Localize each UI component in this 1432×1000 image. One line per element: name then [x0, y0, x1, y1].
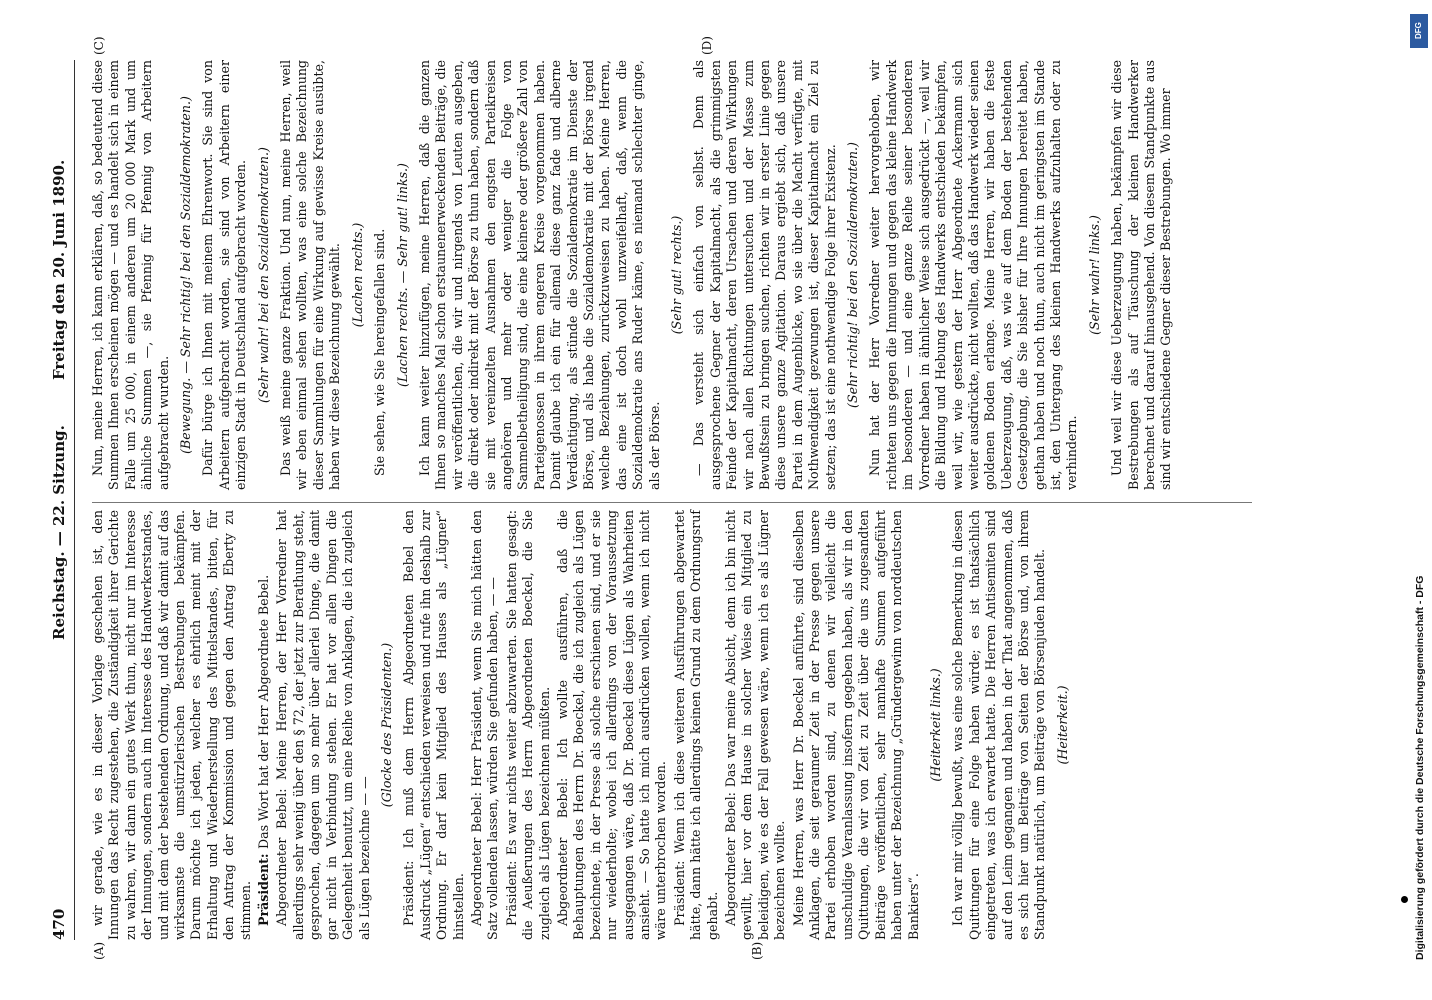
session-date: Freitag den 20. Juni 1890.	[50, 159, 68, 380]
right-column	[90, 60, 1177, 490]
interjection: (Lachen rechts.)	[349, 222, 365, 328]
digitization-credit	[1410, 20, 1426, 980]
scan-dot	[1401, 896, 1408, 903]
speaker-label: Präsident:	[256, 849, 272, 926]
body-paragraph: Nun, meine Herren, ich kann erklären, daß, so bedeutend diese Summen Ihnen erscheinen mögen — und es handelt sich in einem Falle um 25 000, in einem anderen um 20 000 Mark und um ähnliche Summen —, sie Pfennig für Pfennig von Arbeitern aufgebracht wurden.	[90, 60, 171, 490]
margin-marker-d: (D)	[700, 36, 714, 55]
body-paragraph: Ich war mir völlig bewußt, was eine solche Bemerkung in diesen Quittungen für eine Folge haben würde; es ist thatsächlich eingetreten, was ich erwartet hatte. Die Herren Antisemiten sind auf den Leim gegangen und haben in der That angenommen, daß es sich hier um Beiträge von Seiten der Börse und, von ihrem Standpunkt natürlich, um Beiträge von Börsenjuden handelt.	[950, 510, 1048, 940]
body-paragraph: — Das versteht sich einfach von selbst. Denn als ausgesprochene Gegner der Kapitalmacht, als die grimmigsten Feinde der Kapitalmacht, deren Ursachen und deren Wirkungen wir nach allen Richtungen untersuchen und der Masse zum Bewußtsein zu bringen suchen, richten wir in erster Linie gegen diese unsere ganze Agitation. Daraus ergiebt sich, daß unsere Partei in dem Augenblicke, wo sie über die Macht verfügte, mit Nothwendigkeit gezwungen ist, dieser Kapitalmacht ein Ziel zu setzen; das ist eine nothwendige Folge ihrer Existenz.	[691, 60, 838, 490]
page-number: 470	[50, 908, 68, 940]
running-head	[48, 60, 75, 940]
body-paragraph: Präsident: Wenn ich diese weiteren Ausführungen abgewartet hätte, dann hätte ich allerdings keinen Grund zu dem Ordnungsruf gehabt.	[671, 510, 720, 940]
body-paragraph: Abgeordneter Bebel: Meine Herren, der Herr Vorredner hat allerdings sehr wenig über den § 72, der jetzt zur Berathung steht, gesprochen, dagegen um so mehr über allerlei Dinge, die damit gar nicht in Verbindung stehen. Er hat vor allen Dingen die Gelegenheit benutzt, um eine Reihe von Anklagen, die ich zugleich als Lügen bezeichne — —	[274, 510, 372, 940]
margin-marker-c: (C)	[92, 36, 106, 55]
body-paragraph: Ich kann weiter hinzufügen, meine Herren, daß die ganzen Ihnen so manches Mal schon erstaunenerweckenden Beiträge, die wir veröffentlichen, die wir und nirgends von Leuten ausgeben, die direkt oder indirekt mit der Börse zu thun haben, sondern daß sie mit vereinzelten Ausnahmen den engsten Parteikreisen angehören und mehr oder weniger die Folge von Sammelbetheiligung sind, die eine kleinere oder größere Zahl von Parteigenossen in ihrem engeren Kreise vorgenommen haben. Damit glaube ich ein für allemal diese ganz fade und alberne Verdächtigung, als stünde die Sozialdemokratie im Dienste der Börse, und als habe die Sozialdemokratie mit der Börse irgend welche Beziehungen, zurückzuweisen zu haben. Meine Herren, das eine ist doch wohl unzweifelhaft, daß, wenn die Sozialdemokratie ans Ruder käme, es niemand schlechter ginge, als der Börse.	[416, 60, 662, 490]
interjection: (Sehr richtig! bei den Sozialdemokraten.)	[845, 142, 861, 408]
session-title: Reichstag. — 22. Sitzung.	[50, 425, 68, 640]
body-paragraph: Nun hat der Herr Vorredner weiter hervorgehoben, wir richteten uns gegen die Innungen und gegen das kleine Handwerk im besonderen — und eine ganze Reihe seiner besonderen Vorredner haben in ähnlicher Weise sich ausgedrückt —, weil wir die Bildung und Hebung des Handwerks entschieden bekämpfen, weil wir, wie gestern der Herr Abgeordnete Ackermann sich weiter ausdrückte, nicht wollten, daß das Handwerk wieder seinen goldenen Boden erlange. Meine Herren, wir haben die feste Ueberzeugung, daß, was wie auf dem Boden der bestehenden Gesetzgebung, die Sie bisher für Ihre Innungen bereitet haben, gethan haben und noch thun, auch nicht im geringsten im Stande ist, den Untergang des kleinen Handwerks aufzuhalten oder zu verhindern.	[867, 60, 1080, 490]
margin-marker-a: (A)	[92, 941, 106, 960]
body-paragraph: Abgeordneter Bebel: Herr Präsident, wenn Sie mich hätten den Satz vollenden lassen, würden Sie gefunden haben, — —	[468, 510, 501, 940]
interjection: (Heiterkeit.)	[1054, 685, 1070, 765]
interjection: (Sehr wahr! links.)	[1086, 215, 1102, 335]
body-paragraph: Sie sehen, wie Sie hereingefallen sind.	[372, 228, 388, 476]
dfg-logo: DFG	[1410, 14, 1428, 48]
interjection: (Heiterkeit links.)	[927, 668, 943, 782]
interjection: (Lachen rechts. — Sehr gut! links.)	[394, 163, 410, 387]
column-divider	[92, 502, 1252, 503]
credit-text: Digitalisierung gefördert durch die Deutsche Forschungsgemeinschaft - DFG	[1414, 575, 1426, 960]
margin-marker-b: (B)	[750, 941, 764, 960]
body-paragraph: wir gerade, wie es in dieser Vorlage geschehen ist, den Innungen das Recht zugestehen, die Zuständigkeit ihrer Gerichte zu wahren, wir dann ein gutes Werk thun, nicht nur im Interesse der Innungen, sondern auch im Interesse des Handwerkerstandes, und mit dem der bestehenden Ordnung, und daß wir damit auf das wirksamste die umstürzlerischen Bestrebungen bekämpfen. Darum möchte ich jeden, welcher es ehrlich meint mit der Erhaltung und Wiederherstellung des Mittelstandes, bitten, für den Antrag der Kommission und gegen den Antrag Eberty zu stimmen.	[90, 510, 253, 940]
body-paragraph: Abgeordneter Bebel: Das war meine Absicht, denn ich bin nicht gewillt, hier vor dem Hause in solcher Weise ein Mitglied zu beleidigen, wie es der Fall gewesen wäre, wenn ich es als Lügner bezeichnen wollte.	[723, 510, 788, 940]
body-paragraph: Das weiß meine ganze Fraktion. Und nun, meine Herren, weil wir eben einmal sehen wollten, was eine solche Bezeichnung dieser Sammlungen für eine Wirkung auf gewisse Kreise ausübte, haben wir diese Bezeichnung gewählt.	[278, 60, 343, 490]
interjection: (Sehr wahr! bei den Sozialdemokraten.)	[255, 147, 271, 403]
interjection: (Bewegung. — Sehr richtig! bei den Sozialdemokraten.)	[178, 96, 194, 454]
body-paragraph: Und weil wir diese Ueberzeugung haben, bekämpfen wir diese Bestrebungen als auf Täuschung der kleinen Handwerker berechnet und darauf hinausgehend. Von diesem Standpunkte aus sind wir entschiedene Gegner dieser Bestrebungen. Wo immer	[1109, 60, 1174, 490]
body-paragraph: Dafür bürge ich Ihnen mit meinem Ehrenwort. Sie sind von Arbeitern aufgebracht worden, sie sind von Arbeitern einer einzigen Stadt in Deutschland aufgebracht worden.	[200, 60, 249, 490]
speaker-paragraph: Präsident: Das Wort hat der Herr Abgeordnete Bebel.	[256, 574, 272, 926]
interjection: (Glocke des Präsidenten.)	[378, 642, 394, 808]
interjection: (Sehr gut! rechts.)	[669, 215, 684, 335]
body-paragraph: Präsident: Es war nichts weiter abzuwarten. Sie hatten gesagt: die Aeußerungen des Herrn Abgeordneten Boeckel, die Sie zugleich als Lügen bezeichnen müßten.	[503, 510, 552, 940]
body-paragraph: Abgeordneter Bebel: Ich wollte ausführen, daß die Behauptungen des Herrn Dr. Boeckel, die ich zugleich als Lügen bezeichnete, in der Presse als solche erschienen sind, und er sie nur wiederholte; wobei ich allerdings von der Voraussetzung ausgegangen wäre, daß Dr. Boeckel diese Lügen als Wahrheiten ansieht. — So hatte ich mich ausdrücken wollen, wenn ich nicht wäre unterbrochen worden.	[554, 510, 669, 940]
body-paragraph: Präsident: Ich muß dem Herrn Abgeordneten Bebel den Ausdruck „Lügen“ entschieden verweisen und rufe ihn deshalb zur Ordnung. Er darf kein Mitglied des Hauses als „Lügner“ hinstellen.	[401, 510, 466, 940]
body-paragraph: Meine Herren, was Herr Dr. Boeckel anführte, sind dieselben Anklagen, die seit geraumer Zeit in der Presse gegen unsere Partei erhoben worden sind, zu denen wir vielleicht die unschuldige Veranlassung insofern gegeben haben, als wir in den Quittungen, die wir von Zeit zu Zeit über die uns zugesandten Beiträge veröffentlichen, sehr namhafte Summen aufgeführt haben unter der Bezeichnung „Gründergewinn von norddeutschen Bankiers“.	[790, 510, 921, 940]
left-column	[90, 510, 1077, 940]
